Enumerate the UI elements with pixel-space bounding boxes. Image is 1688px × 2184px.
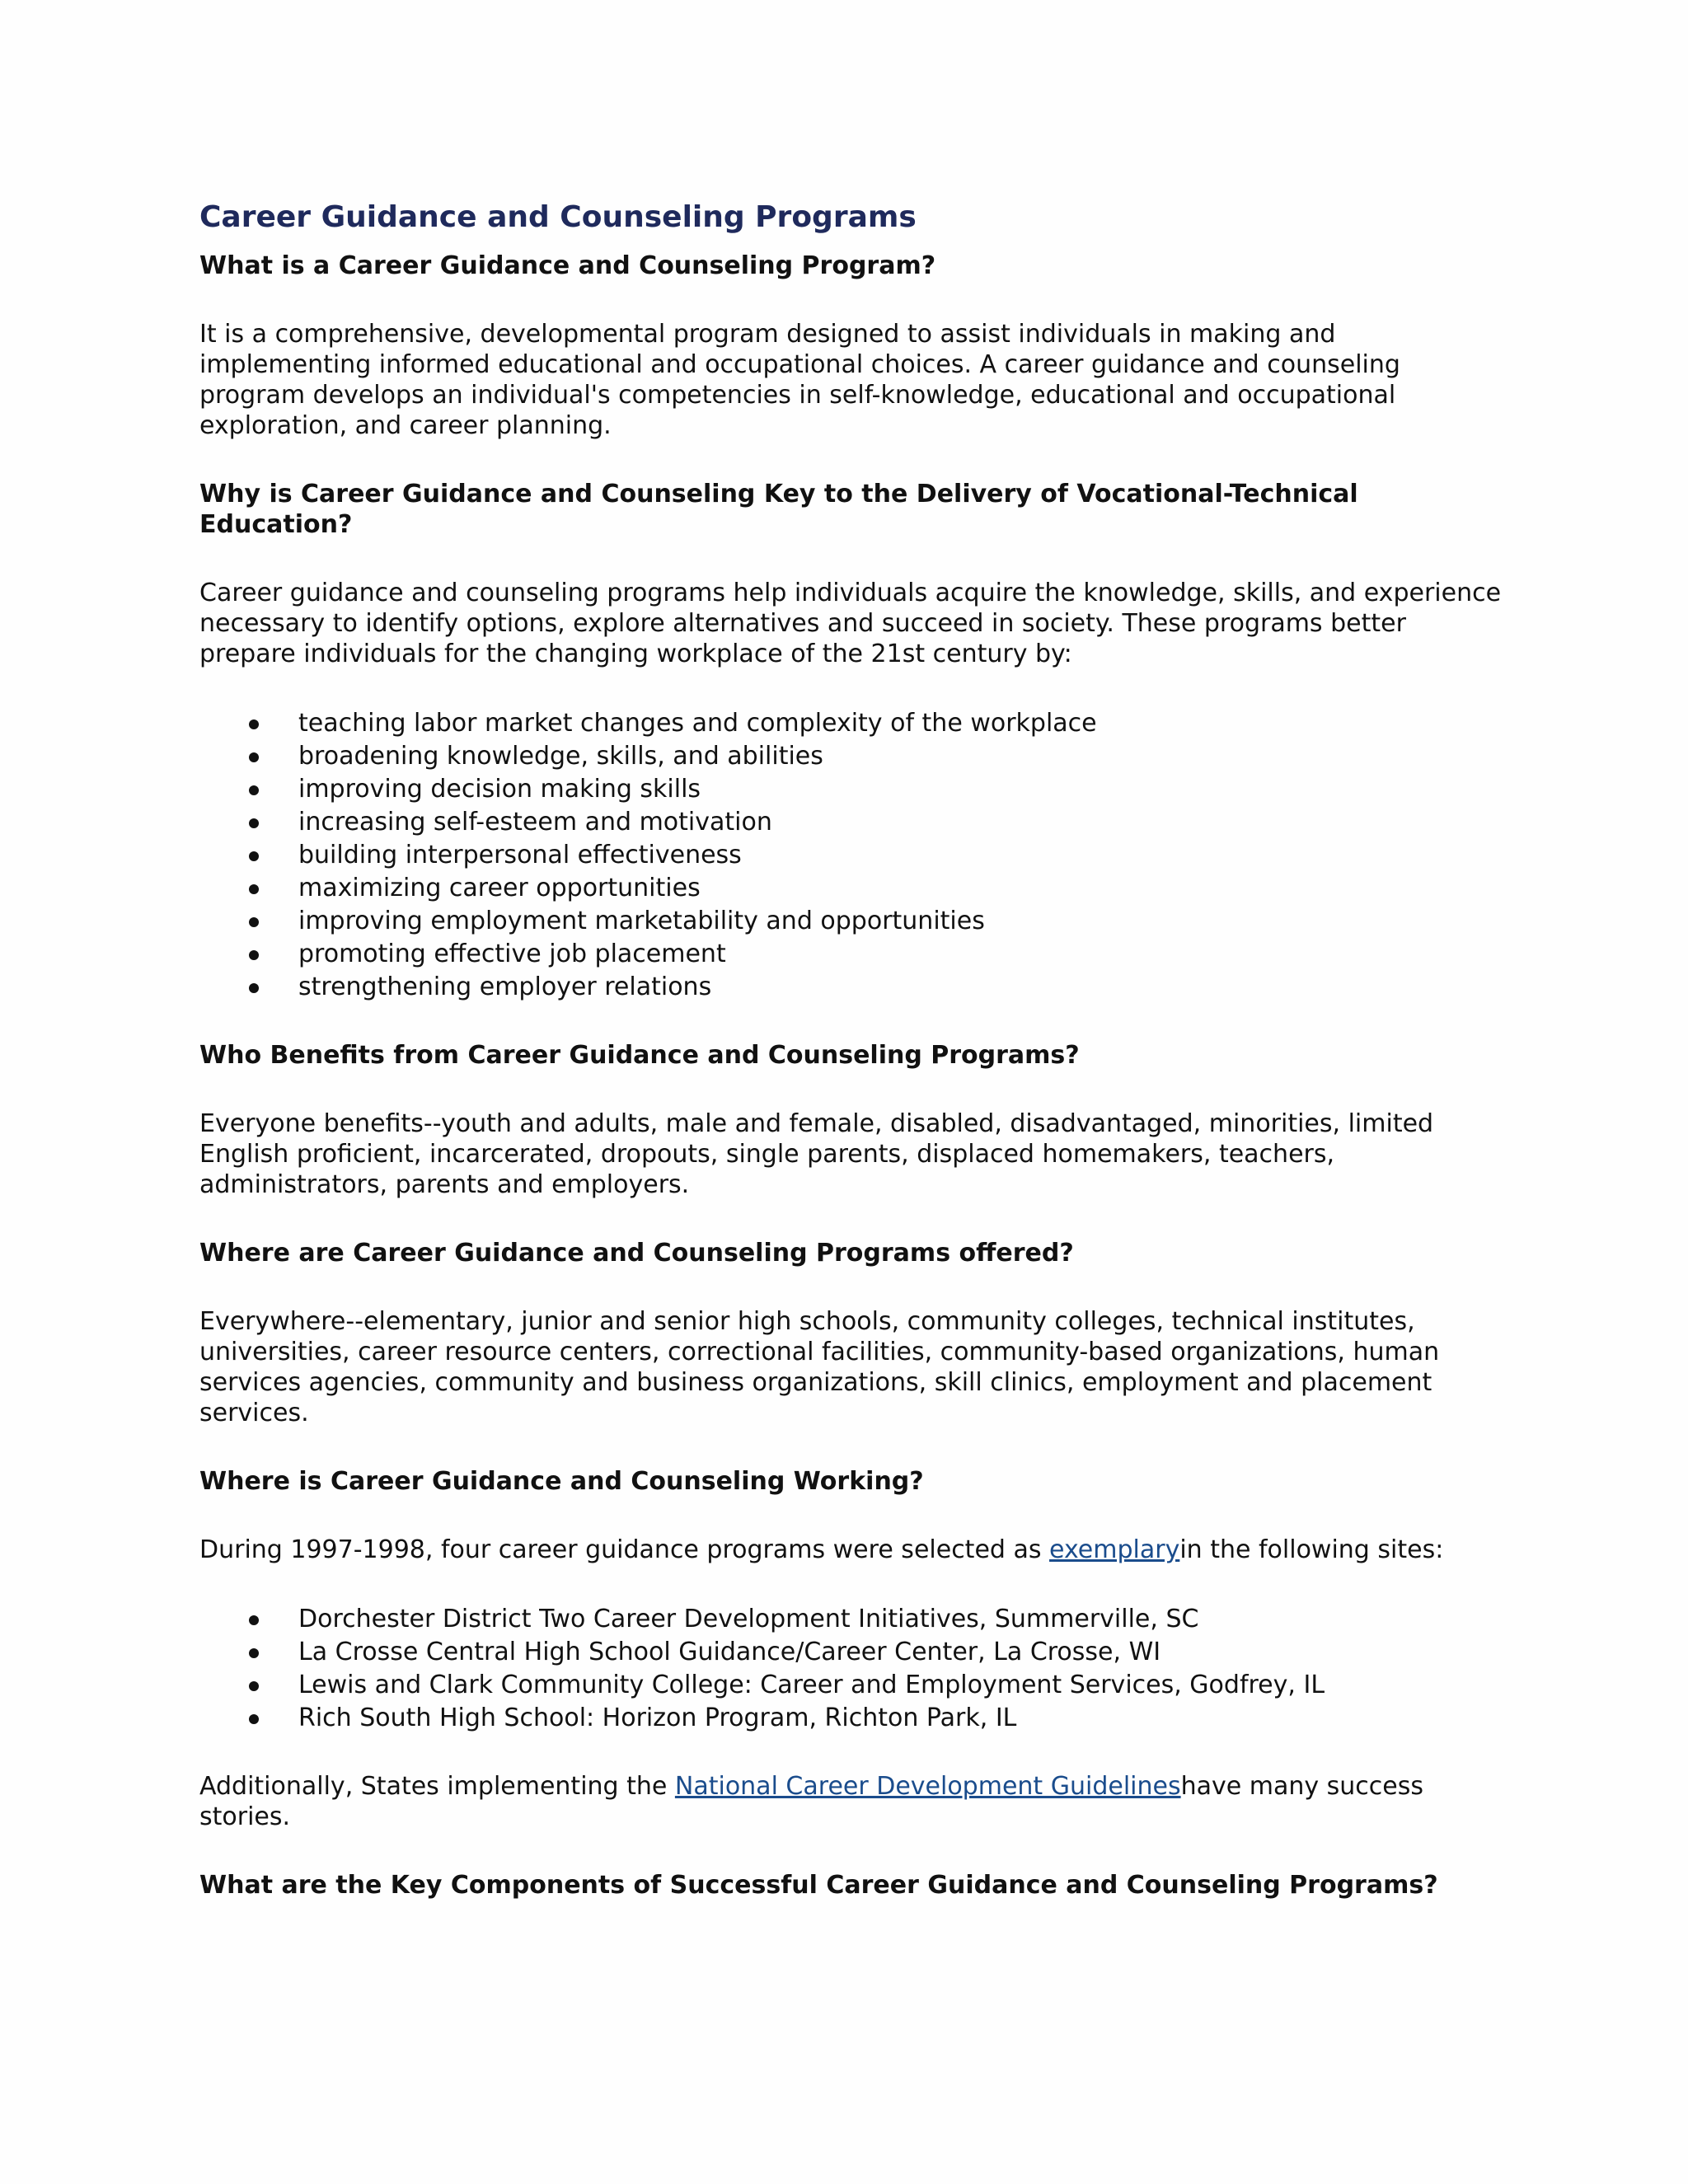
heading-who-benefits: Who Benefits from Career Guidance and Counseling Programs? <box>199 1041 1080 1070</box>
heading-where-working: Where is Career Guidance and Counseling Working? <box>199 1467 924 1496</box>
additional-text-end: have many success stories. <box>199 1772 1423 1831</box>
guidelines-link[interactable]: National Career Development Guidelines <box>674 1772 1181 1801</box>
list-item: improving decision making skills <box>199 773 1502 806</box>
list-item: strengthening employer relations <box>199 971 1502 1004</box>
paragraph-where-working <box>199 1535 1502 1565</box>
list-item: maximizing career opportunities <box>199 872 1502 905</box>
list-item: improving employment marketability and opportunities <box>199 905 1502 938</box>
heading-where-offered: Where are Career Guidance and Counseling Programs offered? <box>199 1239 1074 1268</box>
benefits-list <box>199 707 1502 1004</box>
page-title: Career Guidance and Counseling Programs <box>199 200 917 234</box>
heading-key-components: What are the Key Components of Successful Career Guidance and Counseling Programs? <box>199 1871 1438 1900</box>
paragraph-what-is: It is a comprehensive, developmental program designed to assist individuals in making and implementing informed educational and occupational choices. A career guidance and counseling program develops an individual's competencies in self-knowledge, educational and occupational exploration, and career planning. <box>199 320 1400 440</box>
intro-text: During 1997-1998, four career guidance programs were selected as <box>199 1535 1050 1564</box>
list-item: promoting effective job placement <box>199 938 1502 971</box>
paragraph-additionally <box>199 1771 1502 1832</box>
list-item: La Crosse Central High School Guidance/Career Center, La Crosse, WI <box>199 1636 1502 1669</box>
additional-text: Additionally, States implementing the <box>199 1772 675 1801</box>
list-item: building interpersonal effectiveness <box>199 839 1502 872</box>
list-item: Lewis and Clark Community College: Career and Employment Services, Godfrey, IL <box>199 1669 1502 1702</box>
list-item: Rich South High School: Horizon Program, Richton Park, IL <box>199 1702 1502 1735</box>
list-item: teaching labor market changes and complexity of the workplace <box>199 707 1502 740</box>
list-item: increasing self-esteem and motivation <box>199 806 1502 839</box>
list-item: broadening knowledge, skills, and abilities <box>199 740 1502 773</box>
exemplary-link[interactable]: exemplary <box>1049 1535 1180 1564</box>
heading-what-is: What is a Career Guidance and Counseling Program? <box>199 251 936 280</box>
paragraph-why-key: Career guidance and counseling programs help individuals acquire the knowledge, skills, and experience necessary to identify options, explore alternatives and succeed in society. These programs better prepare individuals for the changing workplace of the 21st century by: <box>199 579 1502 668</box>
document-content <box>199 194 1502 1900</box>
paragraph-where-offered: Everywhere--elementary, junior and senior high schools, community colleges, technical institutes, universities, career resource centers, correctional facilities, community-based organizations, human services agencies, community and business organizations, skill clinics, employment and placement services. <box>199 1307 1440 1427</box>
heading-why-key: Why is Career Guidance and Counseling Key to the Delivery of Vocational-Technical Education? <box>199 480 1358 539</box>
intro-text-end: in the following sites: <box>1179 1535 1444 1564</box>
paragraph-who-benefits: Everyone benefits--youth and adults, male and female, disabled, disadvantaged, minorities, limited English proficient, incarcerated, dropouts, single parents, displaced homemakers, teachers, administrators, parents and employers. <box>199 1109 1434 1199</box>
sites-list <box>199 1603 1502 1735</box>
list-item: Dorchester District Two Career Development Initiatives, Summerville, SC <box>199 1603 1502 1636</box>
